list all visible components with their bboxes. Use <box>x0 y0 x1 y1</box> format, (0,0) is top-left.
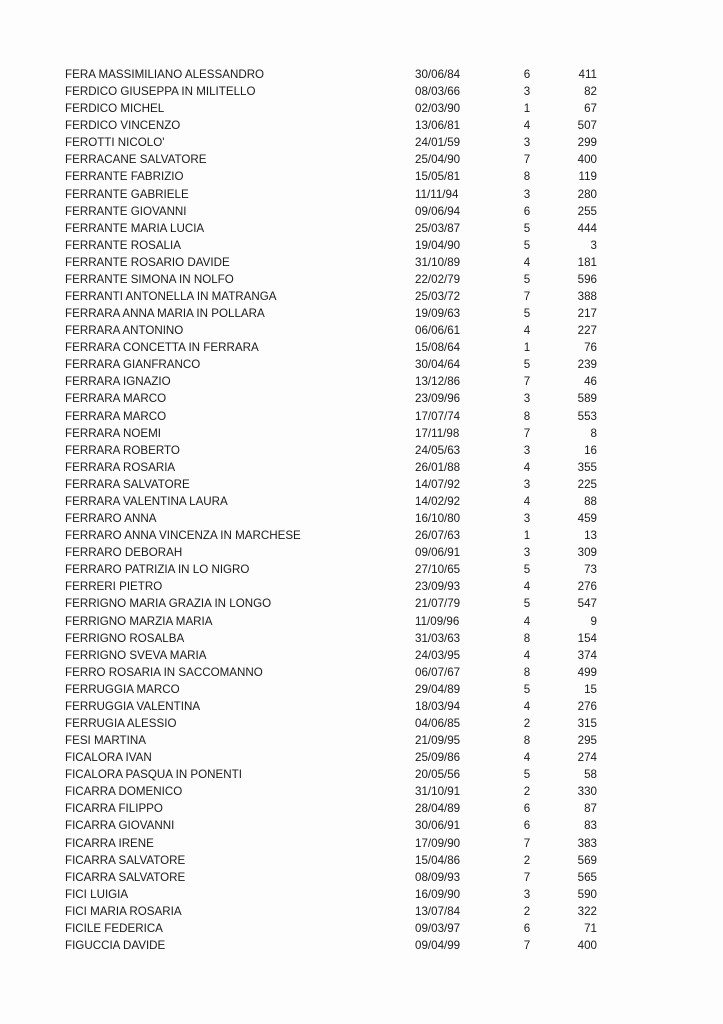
date-cell: 09/06/94 <box>415 204 461 218</box>
number-cell: 239 <box>577 358 597 372</box>
date-cell: 25/03/87 <box>415 221 461 235</box>
name-cell: FERRARA IGNAZIO <box>65 375 171 389</box>
category-cell: 4 <box>523 751 531 765</box>
category-cell: 1 <box>523 102 531 116</box>
name-cell: FERRO ROSARIA IN SACCOMANNO <box>65 665 263 679</box>
table-row <box>0 732 723 749</box>
name-cell: FIGUCCIA DAVIDE <box>65 938 166 952</box>
number-cell: 87 <box>584 802 597 816</box>
category-cell: 7 <box>523 290 531 304</box>
date-cell: 14/02/92 <box>415 494 461 508</box>
table-row <box>0 476 723 493</box>
date-cell: 29/04/89 <box>415 682 461 696</box>
date-cell: 17/07/74 <box>415 409 461 423</box>
category-cell: 5 <box>523 682 531 696</box>
number-cell: 553 <box>577 409 597 423</box>
category-cell: 4 <box>523 119 531 133</box>
number-cell: 82 <box>584 85 597 99</box>
number-cell: 499 <box>577 665 597 679</box>
table-row <box>0 647 723 664</box>
number-cell: 9 <box>590 614 597 628</box>
category-cell: 4 <box>523 255 531 269</box>
name-cell: FERRARA VALENTINA LAURA <box>65 494 228 508</box>
number-cell: 547 <box>577 597 597 611</box>
category-cell: 5 <box>523 221 531 235</box>
name-cell: FICARRA IRENE <box>65 836 154 850</box>
name-cell: FERRERI PIETRO <box>65 580 163 594</box>
name-cell: FICARRA DOMENICO <box>65 785 183 799</box>
category-cell: 3 <box>523 392 531 406</box>
number-cell: 309 <box>577 546 597 560</box>
name-cell: FEROTTI NICOLO' <box>65 136 165 150</box>
number-cell: 400 <box>577 153 597 167</box>
table-row <box>0 715 723 732</box>
date-cell: 02/03/90 <box>415 102 461 116</box>
category-cell: 5 <box>523 597 531 611</box>
date-cell: 16/09/90 <box>415 887 461 901</box>
table-row <box>0 459 723 476</box>
name-cell: FERRARO ANNA <box>65 512 157 526</box>
name-cell: FICI LUIGIA <box>65 887 129 901</box>
name-cell: FERRANTI ANTONELLA IN MATRANGA <box>65 290 277 304</box>
category-cell: 5 <box>523 238 531 252</box>
category-cell: 3 <box>523 85 531 99</box>
name-cell: FERRARO ANNA VINCENZA IN MARCHESE <box>65 529 301 543</box>
date-cell: 24/03/95 <box>415 648 461 662</box>
date-cell: 31/10/89 <box>415 255 461 269</box>
table-row <box>0 425 723 442</box>
date-cell: 15/04/86 <box>415 853 461 867</box>
number-cell: 299 <box>577 136 597 150</box>
table-row <box>0 681 723 698</box>
table-row <box>0 817 723 834</box>
name-list-table <box>0 66 723 954</box>
date-cell: 15/05/81 <box>415 170 461 184</box>
date-cell: 30/06/84 <box>415 68 461 81</box>
number-cell: 217 <box>577 307 597 321</box>
number-cell: 83 <box>584 819 597 833</box>
category-cell: 6 <box>523 921 531 935</box>
name-cell: FERRARA MARCO <box>65 409 167 423</box>
number-cell: 374 <box>577 648 597 662</box>
category-cell: 3 <box>523 443 531 457</box>
table-row <box>0 271 723 288</box>
table-row <box>0 390 723 407</box>
table-row <box>0 373 723 390</box>
date-cell: 04/06/85 <box>415 716 461 730</box>
table-row <box>0 920 723 937</box>
category-cell: 4 <box>523 580 531 594</box>
date-cell: 20/05/56 <box>415 768 461 782</box>
table-row <box>0 852 723 869</box>
date-cell: 28/04/89 <box>415 802 461 816</box>
category-cell: 5 <box>523 307 531 321</box>
number-cell: 255 <box>577 204 597 218</box>
date-cell: 31/10/91 <box>415 785 461 799</box>
table-row <box>0 544 723 561</box>
category-cell: 4 <box>523 648 531 662</box>
date-cell: 22/02/79 <box>415 272 461 286</box>
date-cell: 26/07/63 <box>415 529 461 543</box>
category-cell: 3 <box>523 187 531 201</box>
name-cell: FERRARA ROBERTO <box>65 443 180 457</box>
name-cell: FERRARA ROSARIA <box>65 460 176 474</box>
table-row <box>0 698 723 715</box>
number-cell: 16 <box>584 443 597 457</box>
table-row <box>0 835 723 852</box>
date-cell: 09/03/97 <box>415 921 461 935</box>
category-cell: 4 <box>523 614 531 628</box>
table-row <box>0 203 723 220</box>
name-cell: FERRARA SALVATORE <box>65 477 190 491</box>
date-cell: 25/04/90 <box>415 153 461 167</box>
date-cell: 15/08/64 <box>415 341 461 355</box>
name-cell: FERRANTE MARIA LUCIA <box>65 221 205 235</box>
table-row <box>0 151 723 168</box>
number-cell: 589 <box>577 392 597 406</box>
table-row <box>0 100 723 117</box>
date-cell: 08/09/93 <box>415 870 461 884</box>
number-cell: 181 <box>577 255 597 269</box>
name-cell: FERRANTE GABRIELE <box>65 187 189 201</box>
number-cell: 119 <box>578 170 597 184</box>
category-cell: 6 <box>523 68 531 81</box>
table-row <box>0 561 723 578</box>
table-row <box>0 886 723 903</box>
number-cell: 330 <box>577 785 597 799</box>
category-cell: 7 <box>523 426 531 440</box>
name-cell: FERRARA NOEMI <box>65 426 161 440</box>
number-cell: 13 <box>584 529 597 543</box>
date-cell: 06/06/61 <box>415 324 461 338</box>
name-cell: FERRACANE SALVATORE <box>65 153 207 167</box>
category-cell: 8 <box>523 170 531 184</box>
number-cell: 274 <box>577 751 597 765</box>
table-row <box>0 869 723 886</box>
category-cell: 7 <box>523 938 531 952</box>
table-row <box>0 83 723 100</box>
number-cell: 67 <box>584 102 597 116</box>
date-cell: 09/06/91 <box>415 546 461 560</box>
category-cell: 4 <box>523 460 531 474</box>
date-cell: 24/05/63 <box>415 443 461 457</box>
number-cell: 88 <box>584 494 597 508</box>
date-cell: 25/03/72 <box>415 290 461 304</box>
name-cell: FERDICO GIUSEPPA IN MILITELLO <box>65 85 256 99</box>
table-row <box>0 356 723 373</box>
name-cell: FERA MASSIMILIANO ALESSANDRO <box>65 68 265 81</box>
number-cell: 400 <box>577 938 597 952</box>
date-cell: 23/09/93 <box>415 580 461 594</box>
category-cell: 3 <box>523 477 531 491</box>
number-cell: 565 <box>577 870 597 884</box>
number-cell: 459 <box>577 512 597 526</box>
name-cell: FERRUGIA ALESSIO <box>65 716 177 730</box>
category-cell: 5 <box>523 358 531 372</box>
name-cell: FERRANTE FABRIZIO <box>65 170 184 184</box>
table-row <box>0 766 723 783</box>
number-cell: 154 <box>577 631 597 645</box>
category-cell: 8 <box>523 665 531 679</box>
name-cell: FICARRA FILIPPO <box>65 802 163 816</box>
name-cell: FICARRA SALVATORE <box>65 870 186 884</box>
number-cell: 507 <box>577 119 597 133</box>
name-cell: FERRUGGIA VALENTINA <box>65 699 201 713</box>
table-row <box>0 288 723 305</box>
date-cell: 13/12/86 <box>415 375 461 389</box>
category-cell: 6 <box>523 819 531 833</box>
category-cell: 3 <box>523 546 531 560</box>
category-cell: 8 <box>523 631 531 645</box>
category-cell: 7 <box>523 836 531 850</box>
name-cell: FICI MARIA ROSARIA <box>65 904 182 918</box>
number-cell: 444 <box>577 221 597 235</box>
name-cell: FERRANTE ROSALIA <box>65 238 181 252</box>
category-cell: 2 <box>523 904 531 918</box>
table-row <box>0 493 723 510</box>
category-cell: 6 <box>523 204 531 218</box>
table-row <box>0 613 723 630</box>
category-cell: 2 <box>523 716 531 730</box>
table-row <box>0 903 723 920</box>
number-cell: 280 <box>577 187 597 201</box>
date-cell: 19/04/90 <box>415 238 461 252</box>
number-cell: 295 <box>577 734 597 748</box>
table-row <box>0 408 723 425</box>
date-cell: 30/06/91 <box>415 819 461 833</box>
table-row <box>0 442 723 459</box>
number-cell: 590 <box>577 887 597 901</box>
number-cell: 71 <box>584 921 597 935</box>
date-cell: 25/09/86 <box>415 751 461 765</box>
date-cell: 17/09/90 <box>415 836 461 850</box>
name-cell: FERRARA CONCETTA IN FERRARA <box>65 341 259 355</box>
table-row <box>0 66 723 83</box>
category-cell: 1 <box>523 529 531 543</box>
table-row <box>0 339 723 356</box>
category-cell: 7 <box>523 153 531 167</box>
table-row <box>0 237 723 254</box>
date-cell: 31/03/63 <box>415 631 461 645</box>
number-cell: 383 <box>577 836 597 850</box>
category-cell: 7 <box>523 870 531 884</box>
category-cell: 8 <box>523 734 531 748</box>
number-cell: 73 <box>584 563 597 577</box>
category-cell: 5 <box>523 768 531 782</box>
number-cell: 58 <box>584 768 597 782</box>
date-cell: 11/09/96 <box>415 614 460 628</box>
name-cell: FERDICO VINCENZO <box>65 119 181 133</box>
number-cell: 225 <box>577 477 597 491</box>
category-cell: 4 <box>523 699 531 713</box>
name-cell: FICARRA GIOVANNI <box>65 819 175 833</box>
table-row <box>0 783 723 800</box>
number-cell: 15 <box>584 682 597 696</box>
number-cell: 411 <box>578 68 597 81</box>
date-cell: 16/10/80 <box>415 512 461 526</box>
name-cell: FERRUGGIA MARCO <box>65 682 180 696</box>
name-cell: FERRANTE GIOVANNI <box>65 204 187 218</box>
name-cell: FERRIGNO MARIA GRAZIA IN LONGO <box>65 597 272 611</box>
name-cell: FERDICO MICHEL <box>65 102 165 116</box>
number-cell: 276 <box>577 580 597 594</box>
table-row <box>0 578 723 595</box>
table-row <box>0 117 723 134</box>
date-cell: 27/10/65 <box>415 563 461 577</box>
number-cell: 76 <box>584 341 597 355</box>
number-cell: 46 <box>584 375 597 389</box>
table-row <box>0 186 723 203</box>
date-cell: 21/07/79 <box>415 597 461 611</box>
table-row <box>0 305 723 322</box>
name-cell: FERRARA GIANFRANCO <box>65 358 201 372</box>
date-cell: 18/03/94 <box>415 699 461 713</box>
date-cell: 21/09/95 <box>415 734 461 748</box>
date-cell: 08/03/66 <box>415 85 461 99</box>
name-cell: FERRARO PATRIZIA IN LO NIGRO <box>65 563 250 577</box>
number-cell: 355 <box>577 460 597 474</box>
number-cell: 388 <box>577 290 597 304</box>
table-row <box>0 510 723 527</box>
name-cell: FICALORA IVAN <box>65 751 152 765</box>
name-cell: FICARRA SALVATORE <box>65 853 186 867</box>
number-cell: 596 <box>577 272 597 286</box>
number-cell: 569 <box>577 853 597 867</box>
category-cell: 2 <box>523 853 531 867</box>
table-row <box>0 220 723 237</box>
number-cell: 8 <box>590 426 597 440</box>
category-cell: 7 <box>523 375 531 389</box>
table-row <box>0 664 723 681</box>
name-cell: FERRIGNO SVEVA MARIA <box>65 648 207 662</box>
category-cell: 4 <box>523 494 531 508</box>
table-row <box>0 254 723 271</box>
table-row <box>0 595 723 612</box>
category-cell: 5 <box>523 563 531 577</box>
date-cell: 13/07/84 <box>415 904 461 918</box>
number-cell: 315 <box>577 716 597 730</box>
table-row <box>0 134 723 151</box>
date-cell: 19/09/63 <box>415 307 461 321</box>
category-cell: 4 <box>523 324 531 338</box>
table-row <box>0 322 723 339</box>
name-cell: FERRIGNO ROSALBA <box>65 631 185 645</box>
date-cell: 30/04/64 <box>415 358 461 372</box>
category-cell: 2 <box>523 785 531 799</box>
category-cell: 5 <box>523 272 531 286</box>
category-cell: 1 <box>523 341 531 355</box>
number-cell: 3 <box>590 238 597 252</box>
name-cell: FERRARA ANTONINO <box>65 324 184 338</box>
number-cell: 322 <box>577 904 597 918</box>
date-cell: 13/06/81 <box>415 119 461 133</box>
category-cell: 3 <box>523 136 531 150</box>
name-cell: FERRARA ANNA MARIA IN POLLARA <box>65 307 265 321</box>
name-cell: FESI MARTINA <box>65 734 146 748</box>
name-cell: FERRARA MARCO <box>65 392 167 406</box>
category-cell: 3 <box>523 512 531 526</box>
date-cell: 26/01/88 <box>415 460 461 474</box>
table-row <box>0 527 723 544</box>
name-cell: FERRANTE SIMONA IN NOLFO <box>65 272 234 286</box>
date-cell: 14/07/92 <box>415 477 461 491</box>
number-cell: 227 <box>577 324 597 338</box>
date-cell: 06/07/67 <box>415 665 461 679</box>
table-row <box>0 168 723 185</box>
date-cell: 09/04/99 <box>415 938 461 952</box>
name-cell: FERRARO DEBORAH <box>65 546 183 560</box>
table-row <box>0 630 723 647</box>
category-cell: 6 <box>523 802 531 816</box>
name-cell: FICILE FEDERICA <box>65 921 163 935</box>
table-row <box>0 749 723 766</box>
category-cell: 8 <box>523 409 531 423</box>
name-cell: FICALORA PASQUA IN PONENTI <box>65 768 242 782</box>
name-cell: FERRANTE ROSARIO DAVIDE <box>65 255 230 269</box>
category-cell: 3 <box>523 887 531 901</box>
table-row <box>0 800 723 817</box>
name-cell: FERRIGNO MARZIA MARIA <box>65 614 213 628</box>
date-cell: 24/01/59 <box>415 136 461 150</box>
table-row <box>0 937 723 954</box>
date-cell: 23/09/96 <box>415 392 461 406</box>
date-cell: 17/11/98 <box>415 426 460 440</box>
number-cell: 276 <box>577 699 597 713</box>
date-cell: 11/11/94 <box>415 187 459 201</box>
